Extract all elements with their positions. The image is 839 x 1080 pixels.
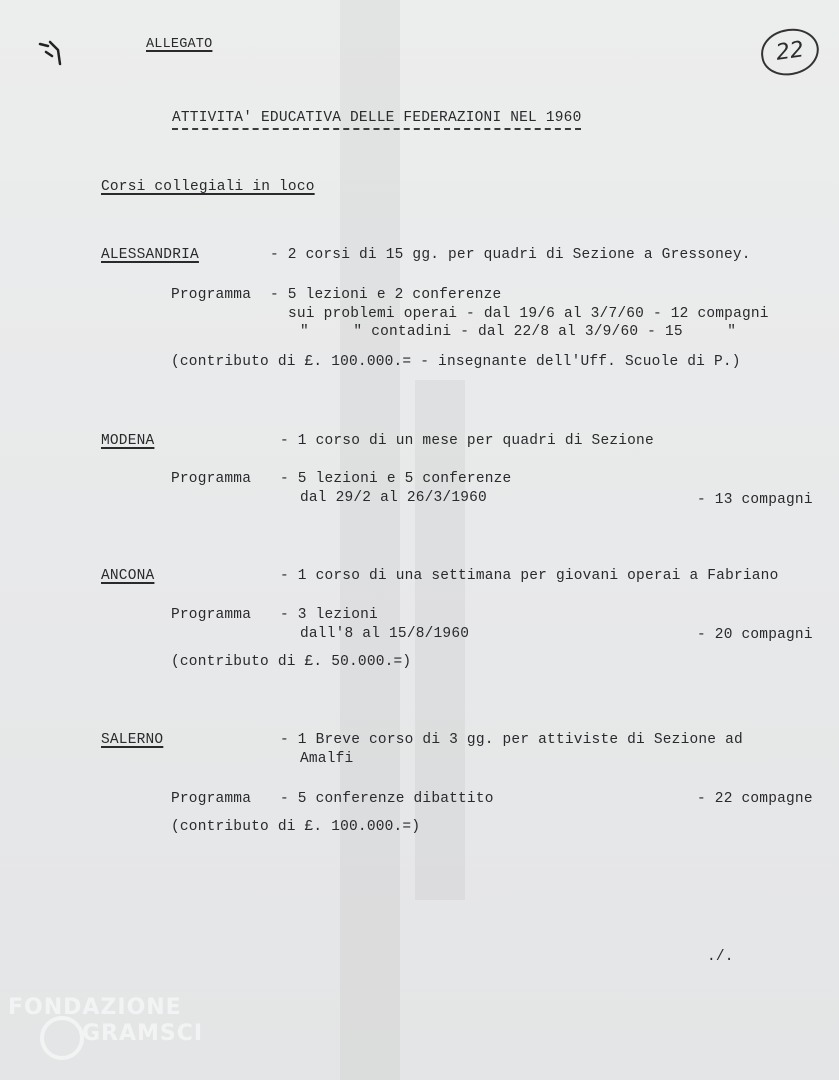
- participants-count: - 20 compagni: [697, 627, 813, 643]
- attachment-label: ALLEGATO: [146, 37, 213, 52]
- program-line: " " contadini - dal 22/8 al 3/9/60 - 15 ": [300, 324, 737, 340]
- program-label: Programma: [171, 607, 252, 623]
- participants-count: - 13 compagni: [697, 492, 813, 508]
- course-description: Amalfi: [300, 751, 354, 767]
- participants-count: - 22 compagne: [697, 791, 813, 807]
- document-title: ATTIVITA' EDUCATIVA DELLE FEDERAZIONI NEL 1960: [172, 109, 581, 130]
- program-label: Programma: [171, 791, 252, 807]
- handwritten-page-number: 22: [758, 25, 822, 79]
- fondazione-gramsci-logo: [4, 990, 224, 1070]
- city-heading-ancona: ANCONA: [101, 568, 155, 584]
- contribution-note: (contributo di £. 50.000.=): [171, 654, 412, 670]
- course-description: - 1 Breve corso di 3 gg. per attiviste di Sezione ad: [280, 732, 743, 748]
- background-watermark: [320, 0, 480, 1080]
- punch-mark-icon: [36, 38, 66, 68]
- program-line: - 5 lezioni e 2 conferenze: [270, 287, 502, 303]
- program-label: Programma: [171, 287, 252, 303]
- section-heading: Corsi collegiali in loco: [101, 179, 315, 195]
- program-label: Programma: [171, 471, 252, 487]
- program-line: sui problemi operai - dal 19/6 al 3/7/60 - 12 compagni: [288, 306, 769, 322]
- program-line: dall'8 al 15/8/1960: [300, 626, 470, 642]
- city-heading-modena: MODENA: [101, 433, 155, 449]
- program-line: - 5 conferenze dibattito: [280, 791, 494, 807]
- course-description: - 1 corso di un mese per quadri di Sezione: [280, 433, 654, 449]
- program-line: dal 29/2 al 26/3/1960: [300, 490, 487, 506]
- program-line: - 5 lezioni e 5 conferenze: [280, 471, 512, 487]
- logo-line2: GRAMSCI: [82, 1021, 204, 1046]
- continuation-mark: ./.: [707, 949, 734, 965]
- contribution-note: (contributo di £. 100.000.=): [171, 819, 421, 835]
- logo-line1: FONDAZIONE: [8, 995, 182, 1020]
- contribution-note: (contributo di £. 100.000.= - insegnante dell'Uff. Scuole di P.): [171, 354, 741, 370]
- course-description: - 1 corso di una settimana per giovani operai a Fabriano: [280, 568, 779, 584]
- course-description: - 2 corsi di 15 gg. per quadri di Sezione a Gressoney.: [270, 247, 751, 263]
- city-heading-alessandria: ALESSANDRIA: [101, 247, 199, 263]
- program-line: - 3 lezioni: [280, 607, 378, 623]
- city-heading-salerno: SALERNO: [101, 732, 164, 748]
